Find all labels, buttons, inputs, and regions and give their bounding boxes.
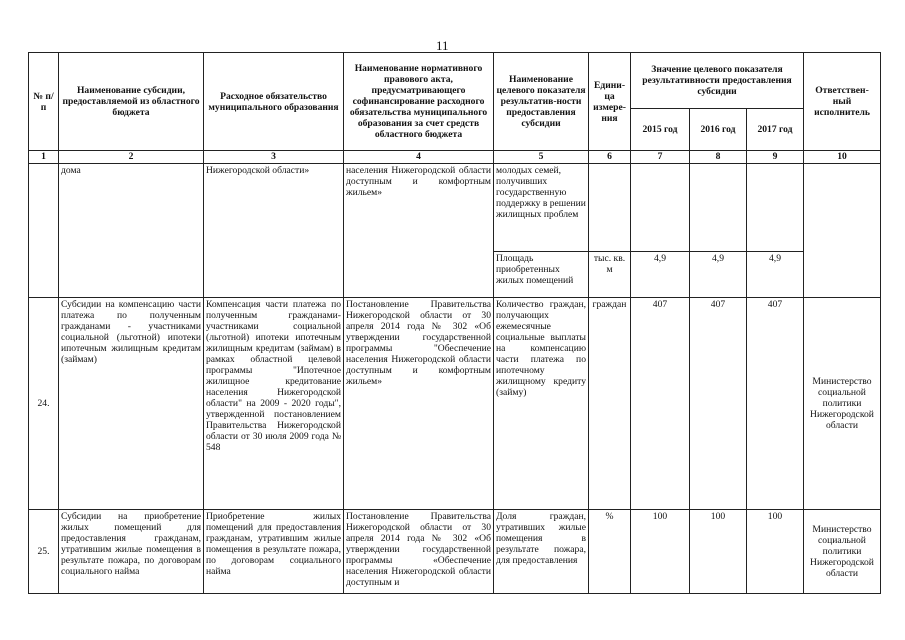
row24-responsible: Министерство социальной политики Нижегородской области xyxy=(804,298,881,510)
row24-2017: 407 xyxy=(747,298,804,510)
row-cont-unit-1 xyxy=(589,164,631,252)
row-cont-indicator-1: молодых семей, получивших государственную поддержку в решении жилищных проблем xyxy=(494,164,589,252)
row-cont-act: населения Нижегородской области доступным и комфортным жильем» xyxy=(344,164,494,298)
row25-subsidy: Субсидии на приобретение жилых помещений для предоставления гражданам, утратившим жилые помещения в результате пожара, по договорам социального найма xyxy=(59,510,204,594)
page-number: 11 xyxy=(436,38,449,53)
row-cont-2015-1 xyxy=(631,164,690,252)
header-act: Наименование нормативного правового акта, предусматривающего софинансирование расходного обязательства муниципального образования за счет средств областного бюджета xyxy=(344,53,494,151)
header-2016: 2016 год xyxy=(690,109,747,151)
col-number: 4 xyxy=(344,151,494,164)
row-cont-responsible xyxy=(804,164,881,298)
row24-num: 24. xyxy=(29,298,59,510)
row24-indicator: Количество граждан, получающих ежемесячные социальные выплаты на компенсацию части платежа по ипотечному жилищному кредиту (займу) xyxy=(494,298,589,510)
row-cont-subsidy: дома xyxy=(59,164,204,298)
table-row xyxy=(29,298,881,510)
table-row xyxy=(29,510,881,594)
row-cont-2015-2: 4,9 xyxy=(631,252,690,298)
col-number: 2 xyxy=(59,151,204,164)
header-2017: 2017 год xyxy=(747,109,804,151)
header-values-group: Значение целевого показателя результативности предоставления субсидии xyxy=(631,53,804,109)
row-cont-2016-2: 4,9 xyxy=(690,252,747,298)
row-cont-unit-2: тыс. кв. м xyxy=(589,252,631,298)
header-subsidy: Наименование субсидии, предоставляемой из областного бюджета xyxy=(59,53,204,151)
row25-responsible: Министерство социальной политики Нижегородской области xyxy=(804,510,881,594)
row25-indicator: Доля граждан, утративших жилые помещения в результате пожара, для предоставления xyxy=(494,510,589,594)
header-num: № п/п xyxy=(29,53,59,151)
col-number: 9 xyxy=(747,151,804,164)
row25-num: 25. xyxy=(29,510,59,594)
row25-2017: 100 xyxy=(747,510,804,594)
header-indicator: Наименование целевого показателя результатив-ности предоставления субсидии xyxy=(494,53,589,151)
table-row xyxy=(29,164,881,252)
header-responsible: Ответствен-ный исполнитель xyxy=(804,53,881,151)
header-unit: Едини-ца измере-ния xyxy=(589,53,631,151)
row24-act: Постановление Правительства Нижегородской области от 30 апреля 2014 года № 302 «Об утверждении государственной программы "Обеспечение населения Нижегородской области доступным и комфортным жильем» xyxy=(344,298,494,510)
row-cont-2017-2: 4,9 xyxy=(747,252,804,298)
header-obligation: Расходное обязательство муниципального образования xyxy=(204,53,344,151)
header-2015: 2015 год xyxy=(631,109,690,151)
row25-obligation: Приобретение жилых помещений для предоставления гражданам, утратившим жилые помещения в результате пожара, по договорам социального найма xyxy=(204,510,344,594)
row25-act: Постановление Правительства Нижегородской области от 30 апреля 2014 года № 302 «Об утверждении государственной программы «Обеспечение населения Нижегородской области доступным и xyxy=(344,510,494,594)
subsidy-table xyxy=(28,52,881,594)
row25-2015: 100 xyxy=(631,510,690,594)
col-number: 10 xyxy=(804,151,881,164)
column-numbers-row xyxy=(29,151,881,164)
col-number: 8 xyxy=(690,151,747,164)
row-cont-num xyxy=(29,164,59,298)
row24-2016: 407 xyxy=(690,298,747,510)
row24-unit: граждан xyxy=(589,298,631,510)
col-number: 3 xyxy=(204,151,344,164)
row-cont-2016-1 xyxy=(690,164,747,252)
row-cont-indicator-2: Площадь приобретенных жилых помещений xyxy=(494,252,589,298)
col-number: 7 xyxy=(631,151,690,164)
row-cont-obligation: Нижегородской области» xyxy=(204,164,344,298)
row24-subsidy: Субсидии на компенсацию части платежа по полученным гражданами - участниками социальной (льготной) ипотеки ипотечным жилищным кредитам (займам) xyxy=(59,298,204,510)
row24-2015: 407 xyxy=(631,298,690,510)
row25-2016: 100 xyxy=(690,510,747,594)
row-cont-2017-1 xyxy=(747,164,804,252)
col-number: 5 xyxy=(494,151,589,164)
col-number: 1 xyxy=(29,151,59,164)
row24-obligation: Компенсация части платежа по полученным гражданами-участниками социальной (льготной) ипотеки ипотечным жилищным кредитам (займам) в рамках областной целевой программы "Ипотечное жилищное кредитование населения Нижегородской области" на 2009 - 2020 годы", утвержденной постановлением Правительства Нижегородской области от 30 июля 2009 года № 548 xyxy=(204,298,344,510)
col-number: 6 xyxy=(589,151,631,164)
row25-unit: % xyxy=(589,510,631,594)
